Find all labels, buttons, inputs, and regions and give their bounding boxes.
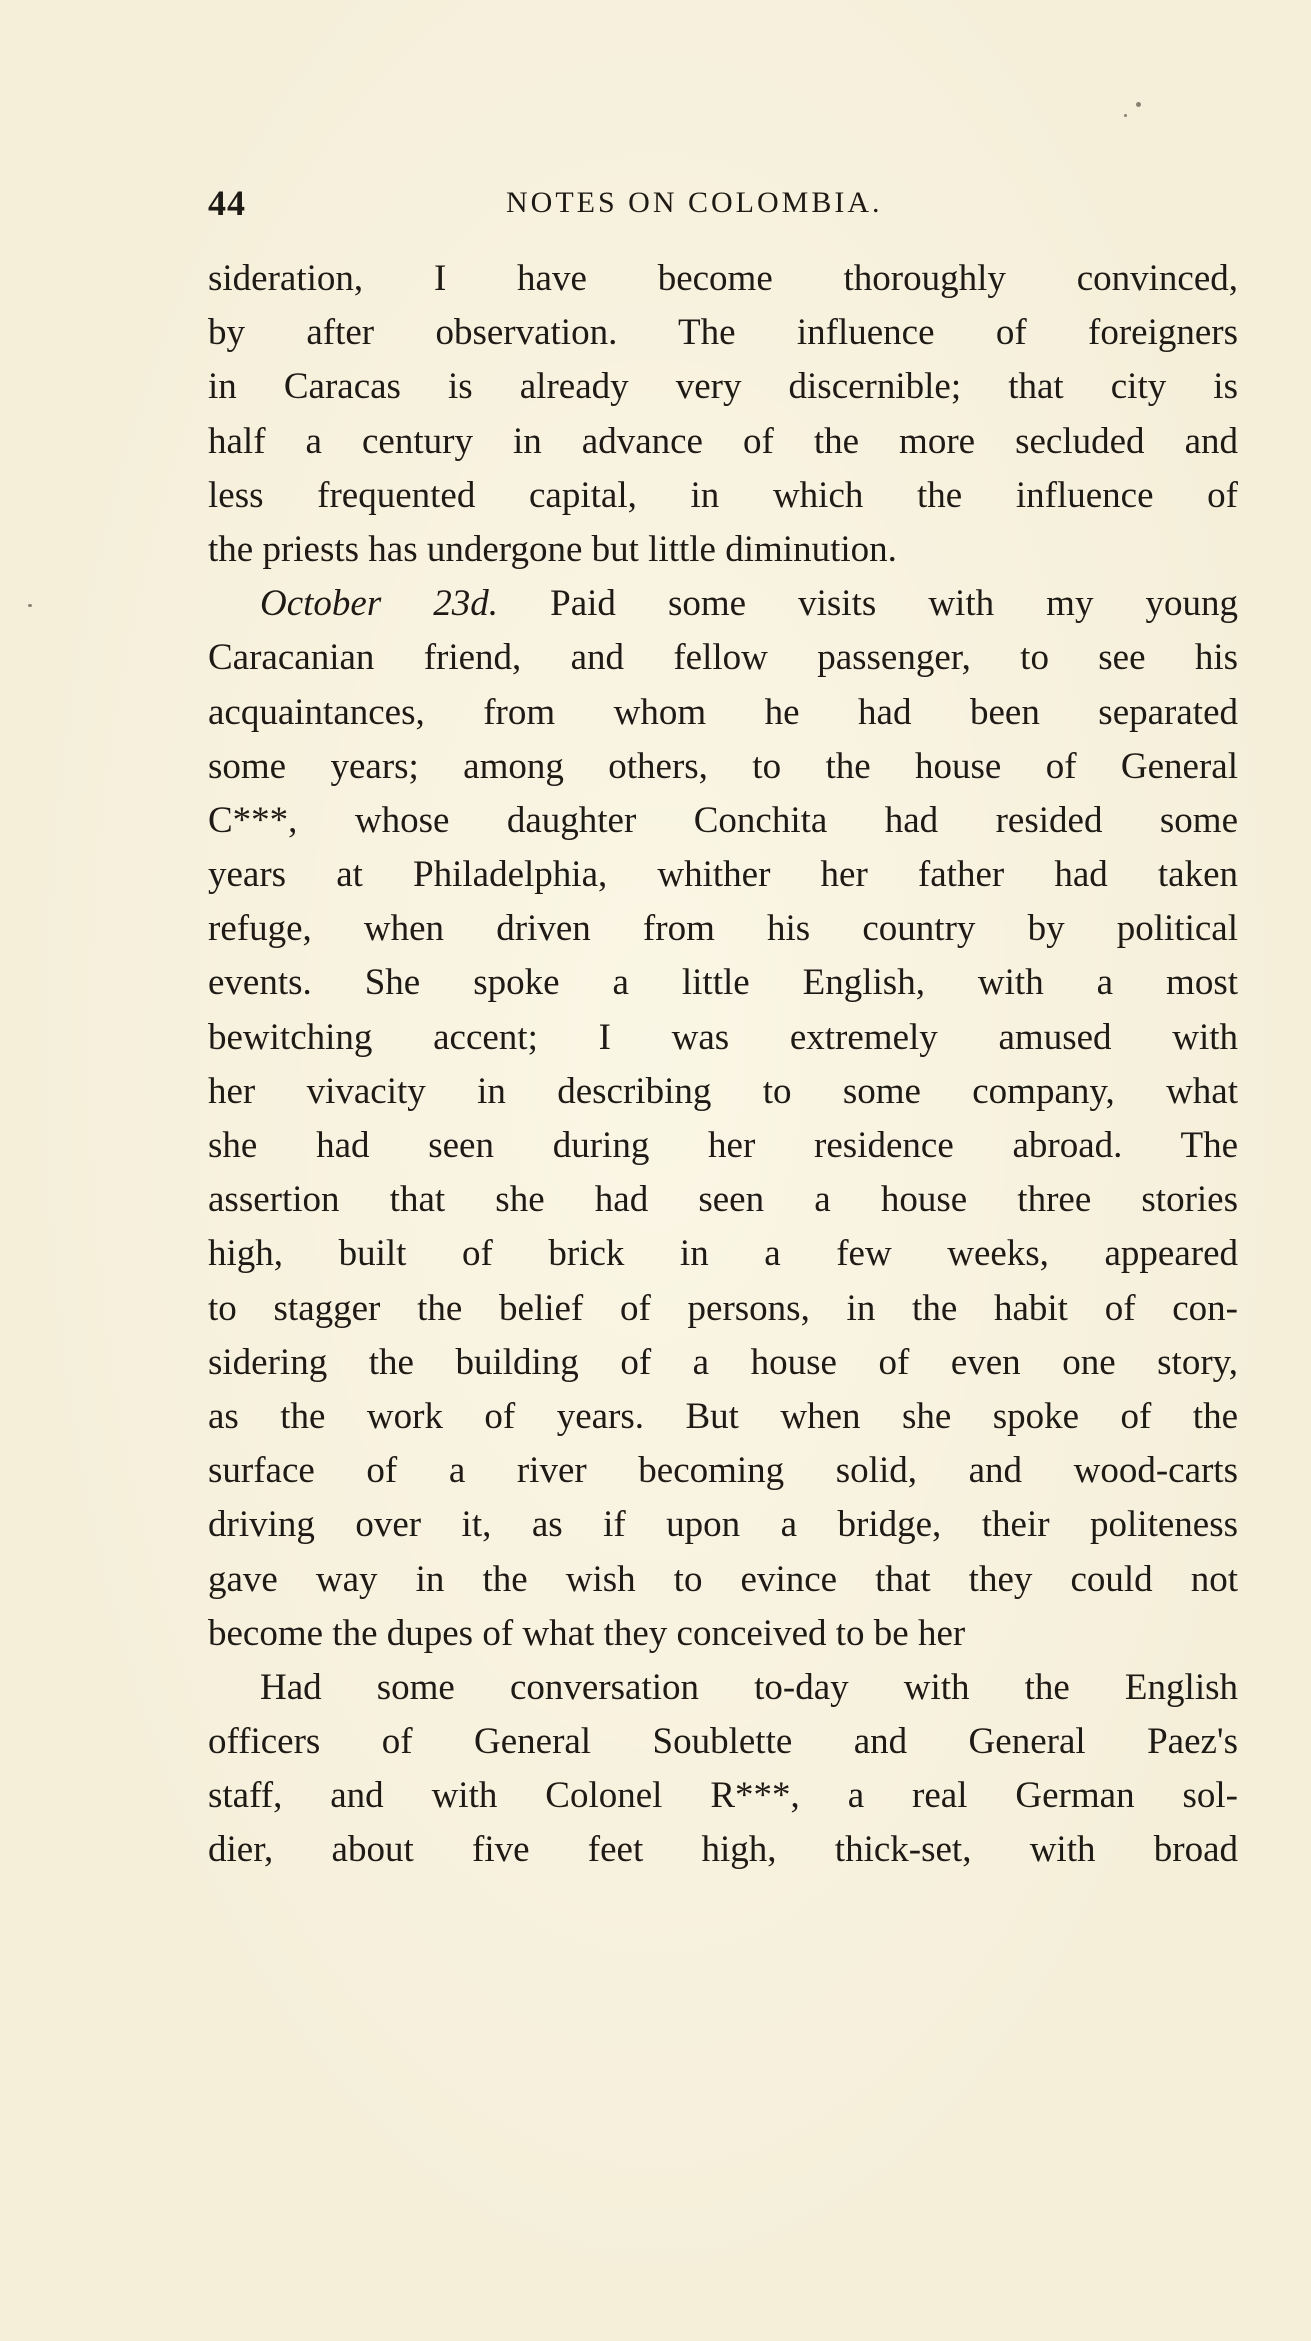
text-line: in Caracas is already very discernible; that city is [208, 366, 1238, 408]
paragraph-first-line: Had some conversation to-day with the English [260, 1666, 1238, 1708]
text-line: events. She spoke a little English, with a most [208, 962, 1238, 1004]
paper-speck [1136, 102, 1141, 107]
text-line: the priests has undergone but little diminution. [208, 528, 897, 570]
text-line: dier, about five feet high, thick-set, with broad [208, 1829, 1238, 1871]
diary-date: October 23d. [260, 583, 499, 625]
text-line: her vivacity in describing to some company, what [208, 1070, 1238, 1112]
text-line: surface of a river becoming solid, and wood-carts [208, 1450, 1238, 1492]
text-line: years at Philadelphia, whither her father had taken [208, 854, 1238, 896]
text-line: some years; among others, to the house of General [208, 745, 1238, 787]
text-line: half a century in advance of the more secluded and [208, 420, 1238, 462]
text-line: bewitching accent; I was extremely amused with [208, 1016, 1238, 1058]
text-line: gave way in the wish to evince that they could not [208, 1558, 1238, 1600]
text-line: by after observation. The influence of foreigners [208, 312, 1238, 354]
text-line: become the dupes of what they conceived to be her [208, 1612, 966, 1654]
text-line: sidering the building of a house of even one story, [208, 1341, 1238, 1383]
text-line: C***, whose daughter Conchita had resided some [208, 799, 1238, 841]
text-line: assertion that she had seen a house three stories [208, 1179, 1238, 1221]
running-head [208, 182, 1238, 232]
text-line: acquaintances, from whom he had been separated [208, 691, 1238, 733]
text-line: refuge, when driven from his country by political [208, 908, 1238, 950]
text-line: to stagger the belief of persons, in the habit of con- [208, 1287, 1238, 1329]
text-line: as the work of years. But when she spoke of the [208, 1395, 1238, 1437]
text-line: sideration, I have become thoroughly convinced, [208, 258, 1238, 299]
body-text [208, 252, 1238, 1878]
paragraph-first-line [208, 577, 1238, 631]
running-title: NOTES ON COLOMBIA. [506, 186, 883, 219]
page-number: 44 [208, 183, 246, 223]
text-line: she had seen during her residence abroad. The [208, 1125, 1238, 1166]
text-line: officers of General Soublette and General Paez's [208, 1721, 1238, 1763]
text-line: staff, and with Colonel R***, a real German sol- [208, 1775, 1238, 1817]
text-line: high, built of brick in a few weeks, appeared [208, 1233, 1238, 1275]
text-segment: Paid some visits with my young [550, 583, 1239, 625]
paper-speck [28, 604, 32, 607]
text-line: Caracanian friend, and fellow passenger, to see his [208, 637, 1238, 679]
text-line: driving over it, as if upon a bridge, their politeness [208, 1504, 1238, 1546]
text-line: less frequented capital, in which the influence of [208, 474, 1238, 516]
paper-speck [1124, 114, 1127, 117]
